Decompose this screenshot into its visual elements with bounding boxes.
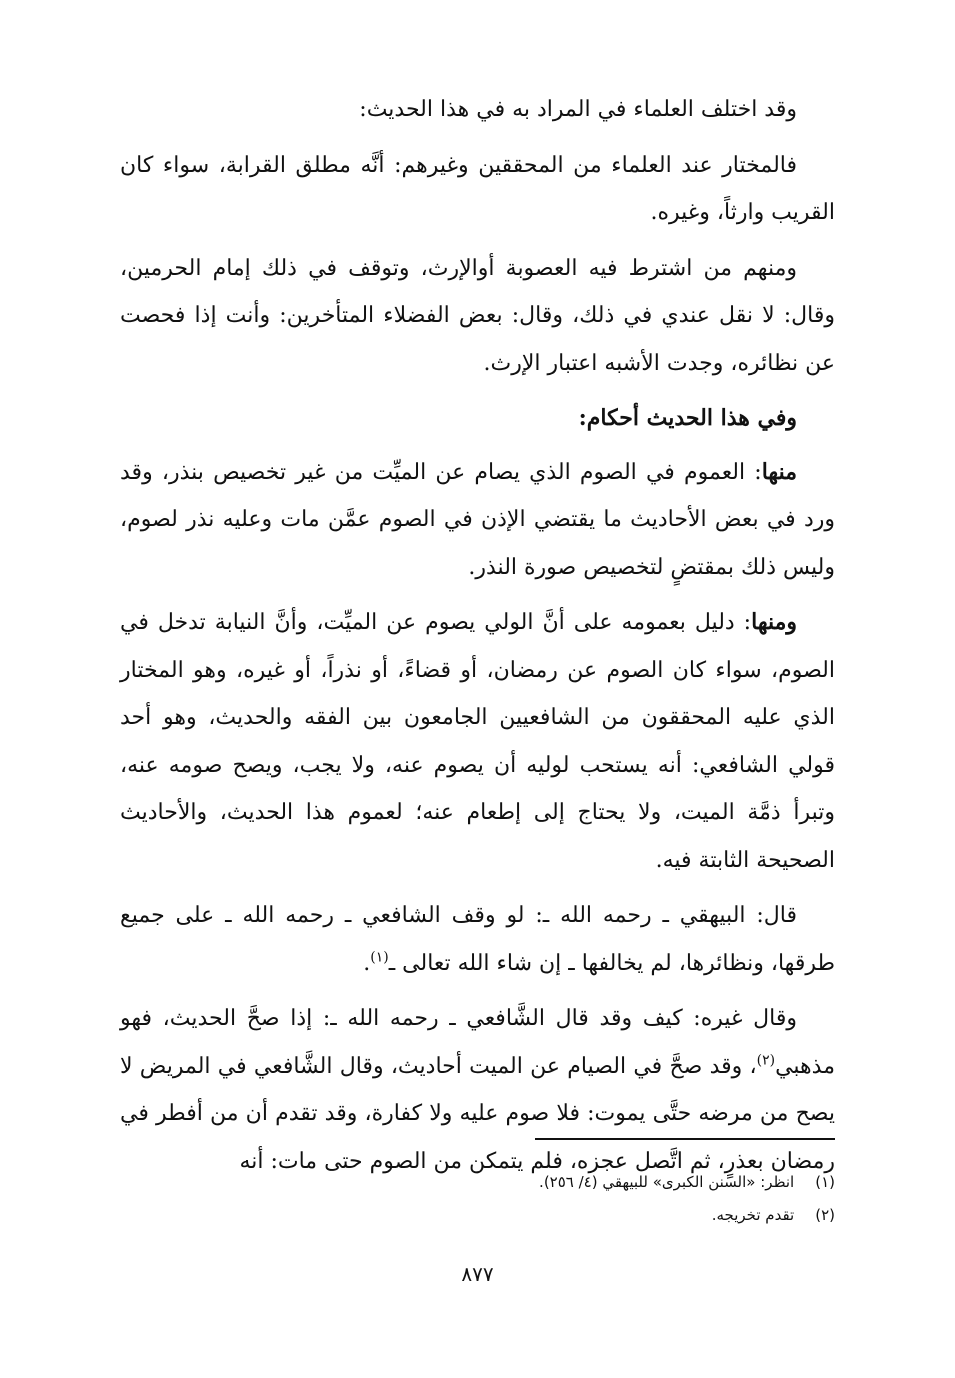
footnote-ref-1[interactable]: (١) (370, 949, 389, 966)
footnote-separator (535, 1138, 835, 1140)
paragraph-tail: ، وقد صحَّ في الصيام عن الميت أحاديث، وقال الشَّافعي في المريض لا يصح من مرضه حتَّى يموت: فلا صوم عليه ولا كفارة، وقد تقدم أن من أفطر في رمضان بعذرٍ، ثم اتَّصل عجزه، فلم يتمكن من الصوم حتى مات: أنه (120, 1053, 835, 1174)
paragraph-text: قال: البيهقي ـ رحمه الله ـ: لو وقف الشافعي ـ رحمه الله ـ على جميع طرقها، ونظائرها، لم يخالفها ـ إن شاء الله تعالى ـ (120, 903, 835, 976)
paragraph-text: ومنهم من اشترط فيه العصوبة أوالإرث، وتوقف في ذلك إمام الحرمين، وقال: لا نقل عندي في ذلك، وقال: بعض الفضلاء المتأخرين: وأنت إذا فحصت عن نظائره، وجدت الأشبه اعتبار الإرث. (120, 255, 835, 376)
footnotes (300, 1166, 835, 1232)
paragraph-other-opinion (120, 245, 835, 388)
page-number: ٨٧٧ (461, 1262, 494, 1286)
paragraph-intro (120, 86, 835, 134)
footnote-1 (300, 1166, 835, 1199)
paragraph-text: وقد اختلف العلماء في المراد به في هذا الحديث: (359, 97, 797, 122)
paragraph-text: : دليل بعمومه على أنَّ الولي يصوم عن الميِّت، وأنَّ النيابة تدخل في الصوم، سواء كان الصوم عن رمضان، أو قضاءً، أو نذراً، أو غيره، وهو المختار الذي عليه المحققون من الشافعيين الجامعون بين الفقه والحديث، وهو أحد قولي الشافعي: أنه يستحب لوليه أن يصوم عنه، ولا يجب، ويصح صومه عنه، وتبرأ ذمَّة الميت، ولا يحتاج إلى إطعام عنه؛ لعموم هذا الحديث، والأحاديث الصحيحة الثابتة فيه. (120, 610, 835, 873)
paragraph-text: فالمختار عند العلماء من المحققين وغيرهم: أنَّه مطلق القرابة، سواء كان القريب وارثاً، وغيره. (120, 152, 835, 225)
paragraph-text: وقال غيره: كيف وقد قال الشَّافعي ـ رحمه الله ـ: إذا صحَّ الحديث، فهو مذهبي (120, 1006, 835, 1079)
heading-text: وفي هذا الحديث أحكام: (578, 405, 797, 431)
footnote-text: تقدم تخريجه. (711, 1206, 795, 1224)
paragraph-text: : العموم في الصوم الذي يصام عن الميِّت من غير تخصيص بنذر، وقد ورد في بعض الأحاديث ما يقتضي الإذن في الصوم عمَّن مات وعليه نذر لصوم، وليس ذلك بمقتضٍ لتخصيص صورة النذر. (120, 459, 835, 580)
paragraph-ruling-2 (120, 599, 835, 884)
paragraph-chosen-opinion (120, 142, 835, 237)
paragraph-lead: منها (761, 458, 797, 485)
footnote-ref-2[interactable]: (٢) (756, 1052, 776, 1069)
footnote-number: (١) (815, 1173, 835, 1191)
footnote-number: (٢) (815, 1206, 835, 1224)
paragraph-bayhaqi (120, 892, 835, 987)
paragraph-ruling-1 (120, 449, 835, 592)
main-text (120, 86, 835, 1193)
footnote-2 (300, 1199, 835, 1232)
paragraph-lead: ومنها (751, 609, 797, 635)
footnote-text: انظر: «السنن الكبرى» للبيهقي (٤/ ٢٥٦). (539, 1173, 795, 1191)
paragraph-other-said (120, 995, 835, 1185)
section-heading (120, 395, 835, 443)
paragraph-tail: . (363, 950, 371, 976)
